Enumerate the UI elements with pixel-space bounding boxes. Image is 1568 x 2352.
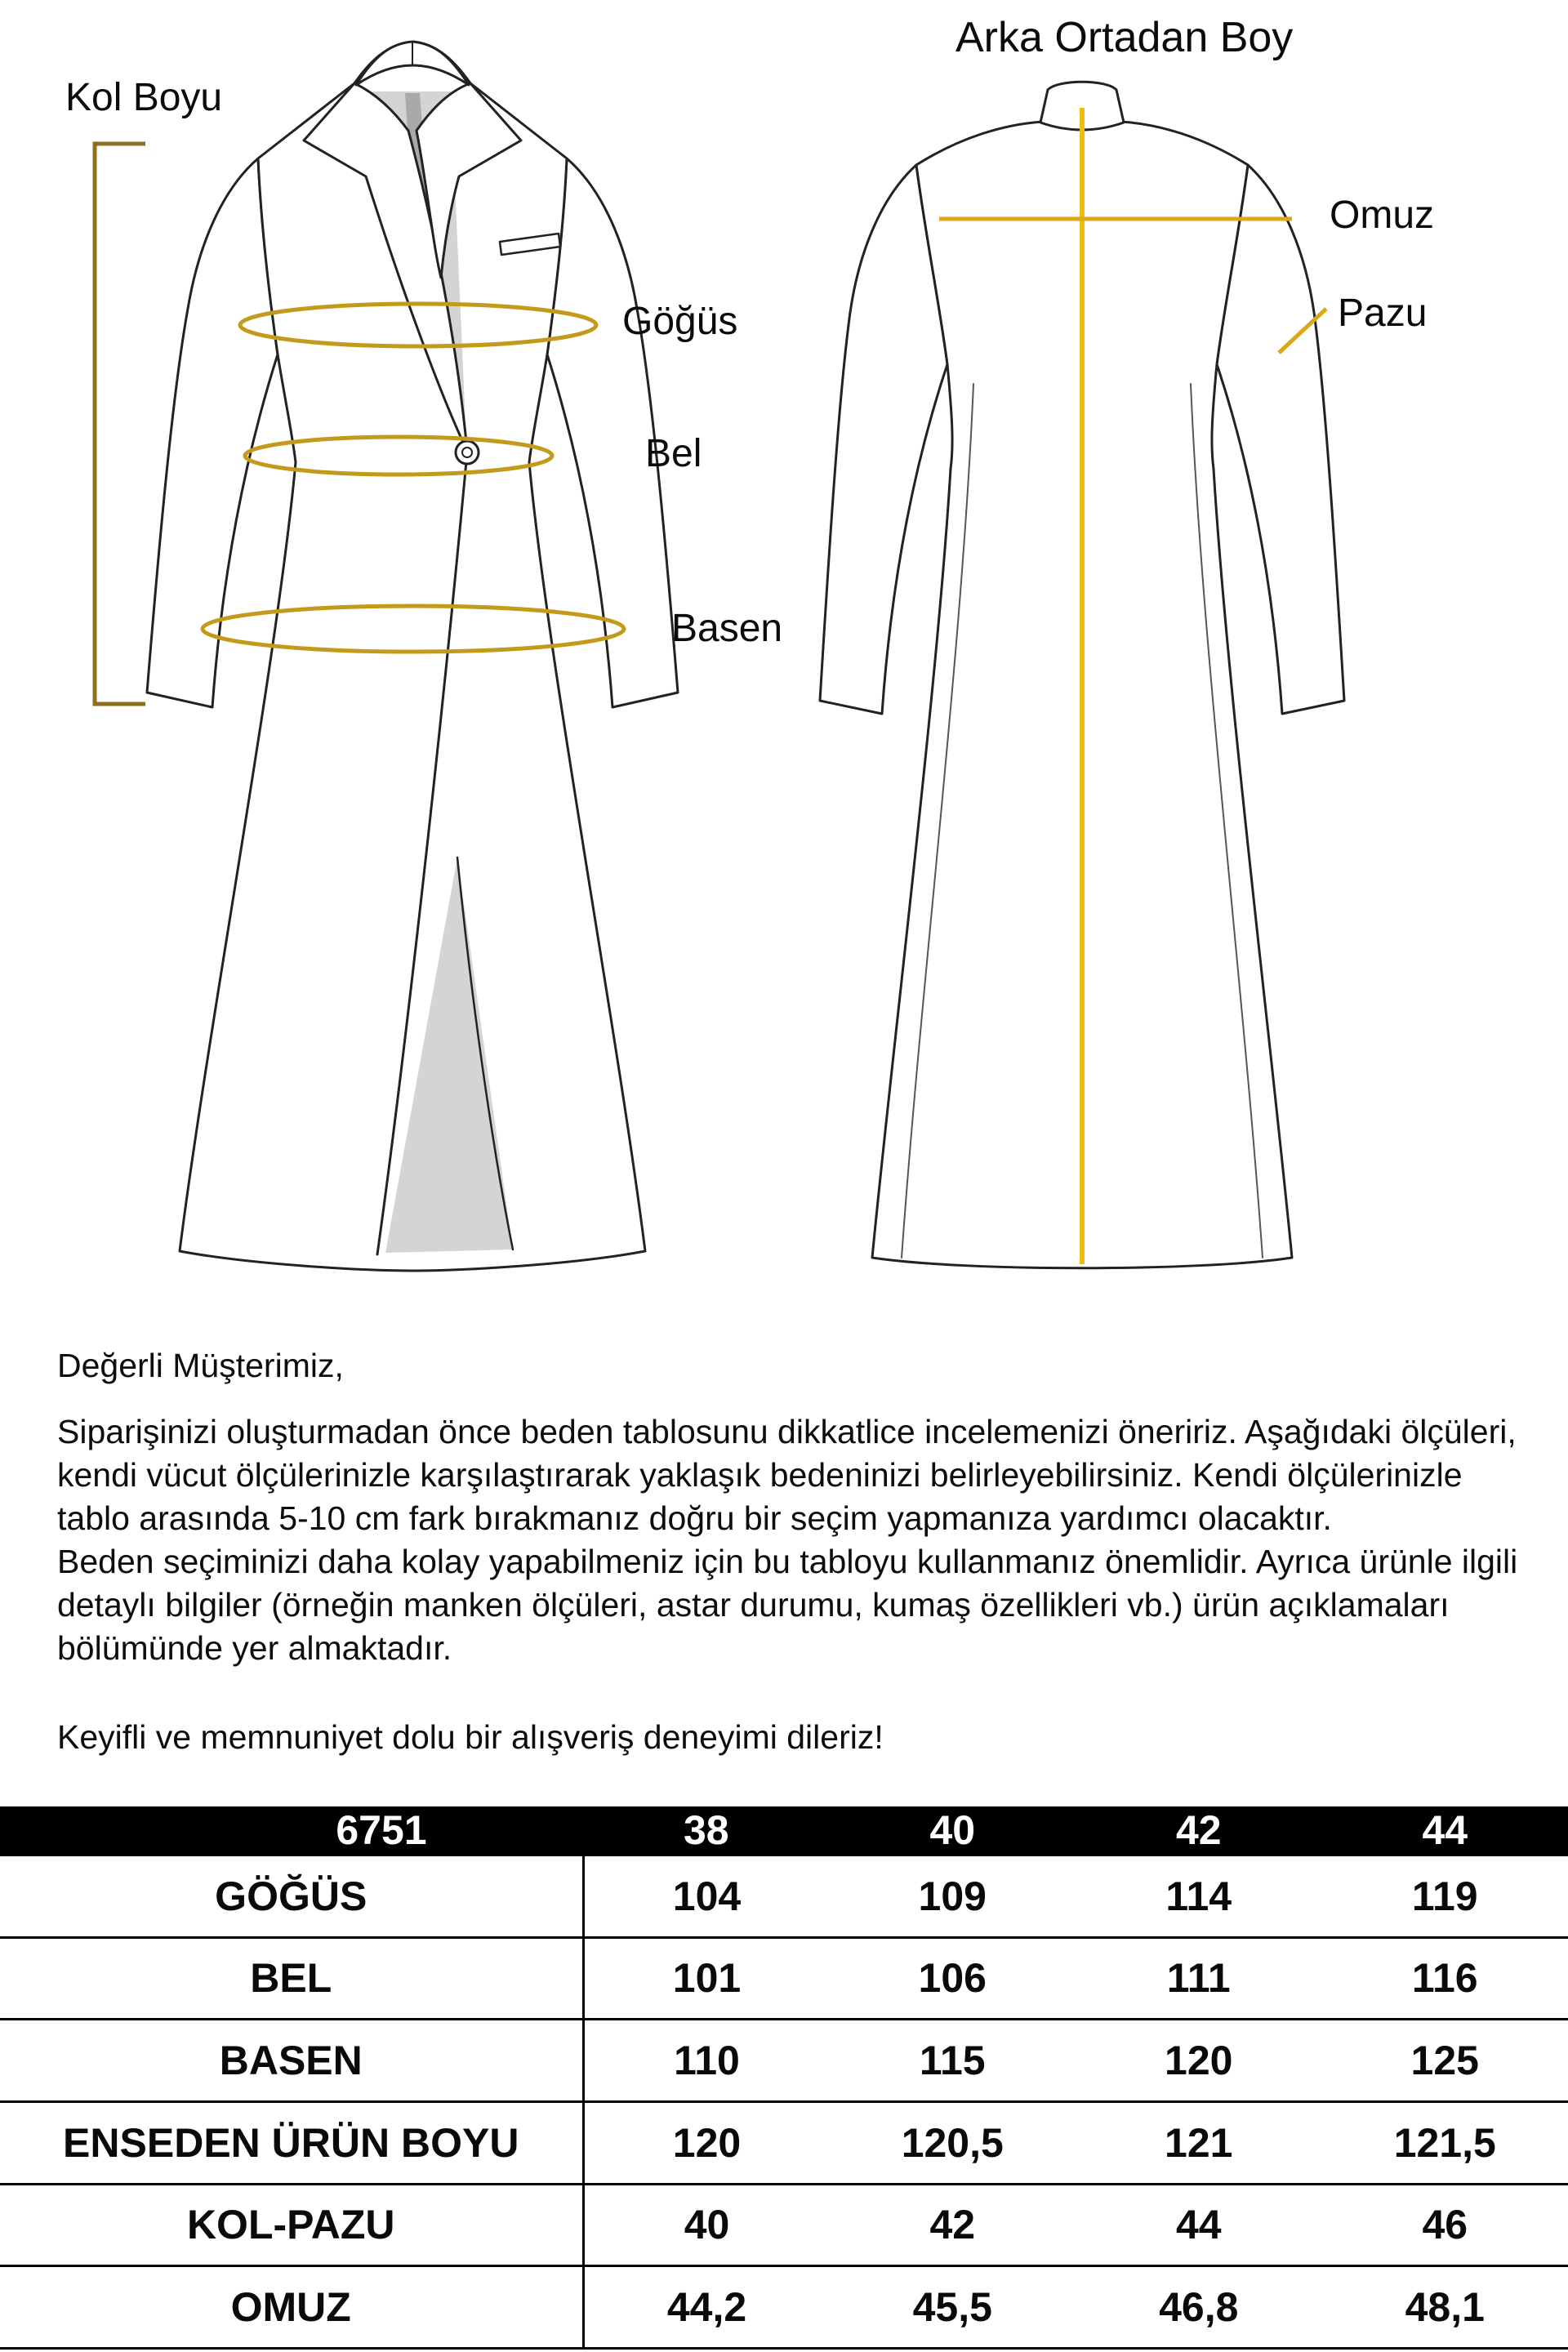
table-cell: 125 bbox=[1322, 2020, 1568, 2102]
table-row-basen bbox=[0, 2020, 1568, 2102]
table-cell: 121,5 bbox=[1322, 2101, 1568, 2184]
coat-front-drawing bbox=[147, 42, 678, 1271]
table-cell: 40 bbox=[583, 2184, 830, 2266]
info-paragraph-2: Beden seçiminizi daha kolay yapabilmeniz için bu tabloyu kullanmanız önemlidir. Ayrıca ürünle ilgili detaylı bilgiler (örneğin manken ölçüleri, astar durumu, kumaş özellikleri vb.) ürün açıklamaları bölümünde yer almaktadır. bbox=[57, 1543, 1518, 1667]
row-label: OMUZ bbox=[0, 2266, 583, 2349]
table-cell: 45,5 bbox=[830, 2266, 1076, 2349]
table-cell: 101 bbox=[583, 1937, 830, 2020]
table-cell: 42 bbox=[830, 2184, 1076, 2266]
table-cell: 119 bbox=[1322, 1855, 1568, 1938]
size-table bbox=[0, 1806, 1568, 2350]
table-cell: 48,1 bbox=[1322, 2266, 1568, 2349]
size-table-section bbox=[0, 1806, 1568, 2350]
table-cell: 115 bbox=[830, 2020, 1076, 2102]
front-left-sleeve bbox=[147, 158, 278, 707]
table-cell: 104 bbox=[583, 1855, 830, 1938]
table-cell: 44,2 bbox=[583, 2266, 830, 2349]
table-cell: 46,8 bbox=[1076, 2266, 1322, 2349]
table-row-omuz bbox=[0, 2266, 1568, 2349]
table-cell: 109 bbox=[830, 1855, 1076, 1938]
table-cell: 116 bbox=[1322, 1937, 1568, 2020]
row-label: GÖĞÜS bbox=[0, 1855, 583, 1938]
table-cell: 120 bbox=[583, 2101, 830, 2184]
table-cell: 114 bbox=[1076, 1855, 1322, 1938]
table-row-enseden-urun-boyu bbox=[0, 2101, 1568, 2184]
label-bel: Bel bbox=[645, 432, 702, 475]
table-row-bel bbox=[0, 1937, 1568, 2020]
info-paragraph-1: Siparişinizi oluşturmadan önce beden tablosunu dikkatlice incelemenizi öneririz. Aşağıdaki ölçüleri, kendi vücut ölçülerinizle karşılaştırarak yaklaşık bedeninizi belirleyebilirsiniz. Kendi ölçülerinizle tablo arasında 5-10 cm fark bırakmanız doğru bir seçim yapmanıza yardımcı olacaktır. bbox=[57, 1413, 1517, 1537]
size-col-40: 40 bbox=[830, 1806, 1076, 1855]
customer-greeting: Değerli Müşterimiz, bbox=[57, 1347, 344, 1384]
row-label: BASEN bbox=[0, 2020, 583, 2102]
size-col-42: 42 bbox=[1076, 1806, 1322, 1855]
label-gogus: Göğüs bbox=[622, 300, 738, 343]
table-cell: 121 bbox=[1076, 2101, 1322, 2184]
table-row-kol-pazu bbox=[0, 2184, 1568, 2266]
model-code-cell: 6751 bbox=[0, 1806, 583, 1855]
size-col-44: 44 bbox=[1322, 1806, 1568, 1855]
table-cell: 44 bbox=[1076, 2184, 1322, 2266]
row-label: BEL bbox=[0, 1937, 583, 2020]
size-col-38: 38 bbox=[583, 1806, 830, 1855]
front-button bbox=[456, 441, 479, 464]
label-omuz: Omuz bbox=[1330, 194, 1435, 237]
table-cell: 111 bbox=[1076, 1937, 1322, 2020]
table-cell: 110 bbox=[583, 2020, 830, 2102]
label-pazu: Pazu bbox=[1338, 292, 1428, 335]
table-cell: 106 bbox=[830, 1937, 1076, 2020]
label-kol-boyu: Kol Boyu bbox=[65, 76, 223, 119]
row-label: KOL-PAZU bbox=[0, 2184, 583, 2266]
customer-info-text bbox=[57, 1344, 1542, 1759]
size-table-header-row bbox=[0, 1806, 1568, 1855]
table-cell: 120,5 bbox=[830, 2101, 1076, 2184]
sleeve-length-bracket bbox=[95, 144, 145, 704]
closing-message: Keyifli ve memnuniyet dolu bir alışveriş deneyimi dileriz! bbox=[57, 1718, 884, 1756]
label-basen: Basen bbox=[671, 607, 783, 650]
table-cell: 120 bbox=[1076, 2020, 1322, 2102]
table-cell: 46 bbox=[1322, 2184, 1568, 2266]
label-arka-ortadan-boy: Arka Ortadan Boy bbox=[956, 14, 1294, 61]
table-row-gogus bbox=[0, 1855, 1568, 1938]
row-label: ENSEDEN ÜRÜN BOYU bbox=[0, 2101, 583, 2184]
